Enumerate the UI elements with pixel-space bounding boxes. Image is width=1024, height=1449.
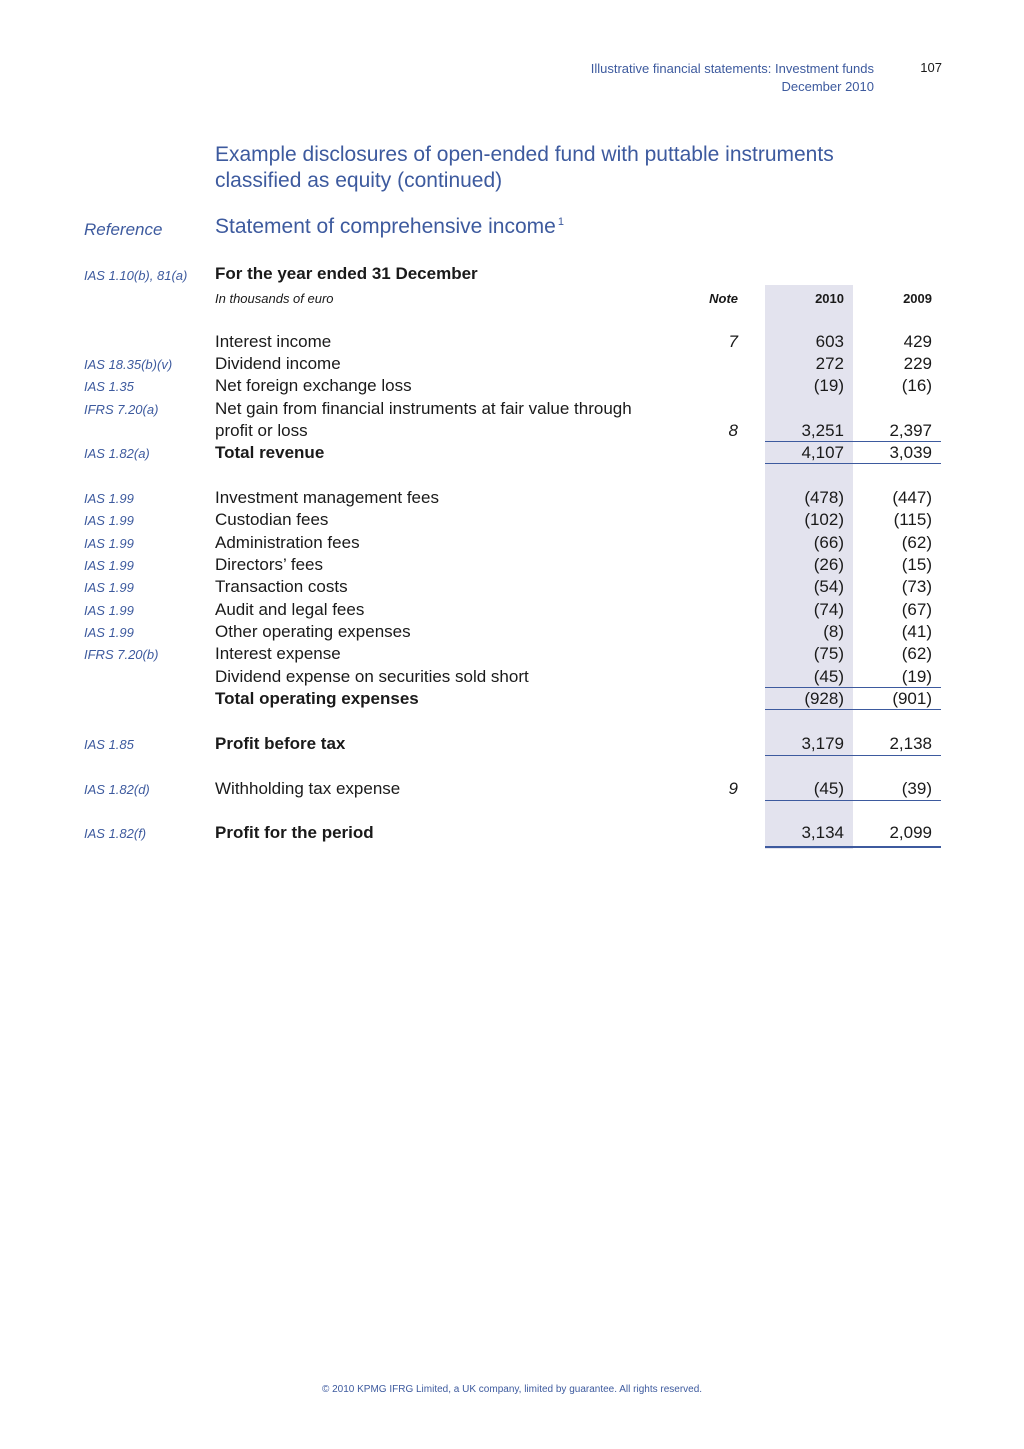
value-2010: (45) xyxy=(813,779,844,798)
underline-rule xyxy=(765,709,941,710)
value-2009: (19) xyxy=(901,667,932,686)
running-header-date: December 2010 xyxy=(781,79,874,94)
line-item-label: Net gain from financial instruments at fair value through xyxy=(215,399,632,418)
page-number: 107 xyxy=(920,60,942,75)
value-2010: (54) xyxy=(813,577,844,596)
reference-cell: IAS 1.99 xyxy=(84,603,134,618)
table-row xyxy=(0,532,1024,554)
underline-rule xyxy=(765,463,941,464)
table-row xyxy=(0,778,1024,800)
table-row xyxy=(0,643,1024,665)
reference-cell: IAS 1.99 xyxy=(84,558,134,573)
year-2010-header: 2010 xyxy=(815,291,844,306)
line-item-label: profit or loss xyxy=(215,421,308,440)
reference-cell: IAS 1.82(a) xyxy=(84,446,150,461)
line-item-label: Dividend income xyxy=(215,354,341,373)
value-2009: (62) xyxy=(901,533,932,552)
value-2010: (928) xyxy=(804,689,844,708)
value-2010: (26) xyxy=(813,555,844,574)
units-label: In thousands of euro xyxy=(215,291,334,306)
table-row xyxy=(0,509,1024,531)
line-item-label: Directors’ fees xyxy=(215,555,324,574)
value-2009: (73) xyxy=(901,577,932,596)
line-item-label: Withholding tax expense xyxy=(215,779,401,798)
note-cell: 7 xyxy=(728,332,738,351)
note-cell: 8 xyxy=(728,421,738,440)
reference-cell: IAS 1.82(d) xyxy=(84,782,150,797)
year-header-ref: IAS 1.10(b), 81(a) xyxy=(84,268,188,283)
reference-cell: IAS 1.99 xyxy=(84,513,134,528)
underline-rule xyxy=(765,800,941,801)
reference-cell: IAS 1.99 xyxy=(84,625,134,640)
value-2010: 603 xyxy=(815,332,844,351)
year-header: For the year ended 31 December xyxy=(215,264,478,283)
value-2009: (67) xyxy=(901,600,932,619)
line-item-label: Other operating expenses xyxy=(215,622,411,641)
running-header-title: Illustrative financial statements: Investment funds xyxy=(590,61,874,76)
line-item-label: Profit before tax xyxy=(215,734,346,753)
underline-rule xyxy=(765,441,941,442)
value-2009: 2,397 xyxy=(889,421,932,440)
value-2009: (901) xyxy=(892,689,932,708)
reference-cell: IAS 1.99 xyxy=(84,536,134,551)
reference-cell: IAS 1.82(f) xyxy=(84,826,147,841)
note-cell: 9 xyxy=(728,779,738,798)
value-2009: 2,099 xyxy=(889,823,932,842)
statement-title xyxy=(215,215,564,239)
value-2010: (478) xyxy=(804,488,844,507)
year-2009-header: 2009 xyxy=(903,291,932,306)
value-2010: 4,107 xyxy=(801,443,844,462)
line-item-label: Net foreign exchange loss xyxy=(215,376,412,395)
reference-cell: IFRS 7.20(a) xyxy=(84,402,159,417)
note-column-header: Note xyxy=(709,291,738,306)
value-2009: 3,039 xyxy=(889,443,932,462)
line-item-label: Interest income xyxy=(215,332,332,351)
table-row xyxy=(0,666,1024,688)
section-title: Example disclosures of open-ended fund with puttable instruments classified as equity (continued) xyxy=(215,143,834,192)
line-item-label: Transaction costs xyxy=(215,577,348,596)
table-row xyxy=(0,576,1024,598)
value-2009: (39) xyxy=(901,779,932,798)
value-2010: (19) xyxy=(813,376,844,395)
table-row xyxy=(0,822,1024,844)
value-2010: (75) xyxy=(813,644,844,663)
value-2009: (15) xyxy=(901,555,932,574)
value-2009: 229 xyxy=(903,354,932,373)
table-row xyxy=(0,554,1024,576)
line-item-label: Administration fees xyxy=(215,533,360,552)
value-2010: (66) xyxy=(813,533,844,552)
value-2010: (8) xyxy=(823,622,844,641)
double-underline-rule xyxy=(765,846,941,848)
table-row xyxy=(0,442,1024,464)
value-2009: 429 xyxy=(903,332,932,351)
value-2010: 3,251 xyxy=(801,421,844,440)
value-2009: (115) xyxy=(893,510,932,529)
value-2010: (74) xyxy=(813,600,844,619)
line-item-label: Profit for the period xyxy=(215,823,374,842)
line-item-label: Audit and legal fees xyxy=(215,600,365,619)
table-row xyxy=(0,375,1024,397)
table-row xyxy=(0,487,1024,509)
value-2010: 3,179 xyxy=(801,734,844,753)
table-row xyxy=(0,331,1024,353)
table-row xyxy=(0,688,1024,710)
value-2009: (41) xyxy=(901,622,932,641)
underline-rule xyxy=(765,687,941,688)
value-2009: (447) xyxy=(892,488,932,507)
table-row xyxy=(0,733,1024,755)
reference-cell: IAS 1.35 xyxy=(84,379,134,394)
value-2009: (62) xyxy=(901,644,932,663)
line-item-label: Custodian fees xyxy=(215,510,329,529)
line-item-label: Total revenue xyxy=(215,443,325,462)
line-item-label: Dividend expense on securities sold short xyxy=(215,667,529,686)
table-row xyxy=(0,420,1024,442)
table-row xyxy=(0,599,1024,621)
statement-title-text: Statement of comprehensive income xyxy=(215,215,556,238)
value-2010: 272 xyxy=(815,354,844,373)
reference-column-label: Reference xyxy=(84,220,163,239)
reference-cell: IAS 1.99 xyxy=(84,580,134,595)
footnote-marker: 1 xyxy=(557,216,564,228)
table-row xyxy=(0,621,1024,643)
table-row xyxy=(0,353,1024,375)
reference-cell: IAS 18.35(b)(v) xyxy=(84,357,173,372)
line-item-label: Total operating expenses xyxy=(215,689,419,708)
line-item-label: Interest expense xyxy=(215,644,341,663)
value-2010: (45) xyxy=(813,667,844,686)
reference-cell: IAS 1.85 xyxy=(84,737,134,752)
line-item-label: Investment management fees xyxy=(215,488,439,507)
table-row xyxy=(0,398,1024,420)
value-2009: (16) xyxy=(901,376,932,395)
value-2010: (102) xyxy=(804,510,844,529)
running-header xyxy=(591,60,874,96)
value-2009: 2,138 xyxy=(889,734,932,753)
underline-rule xyxy=(765,755,941,756)
reference-cell: IAS 1.99 xyxy=(84,491,134,506)
value-2010: 3,134 xyxy=(801,823,844,842)
copyright-footer: © 2010 KPMG IFRG Limited, a UK company, limited by guarantee. All rights reserved. xyxy=(321,1384,703,1395)
reference-cell: IFRS 7.20(b) xyxy=(84,647,159,662)
